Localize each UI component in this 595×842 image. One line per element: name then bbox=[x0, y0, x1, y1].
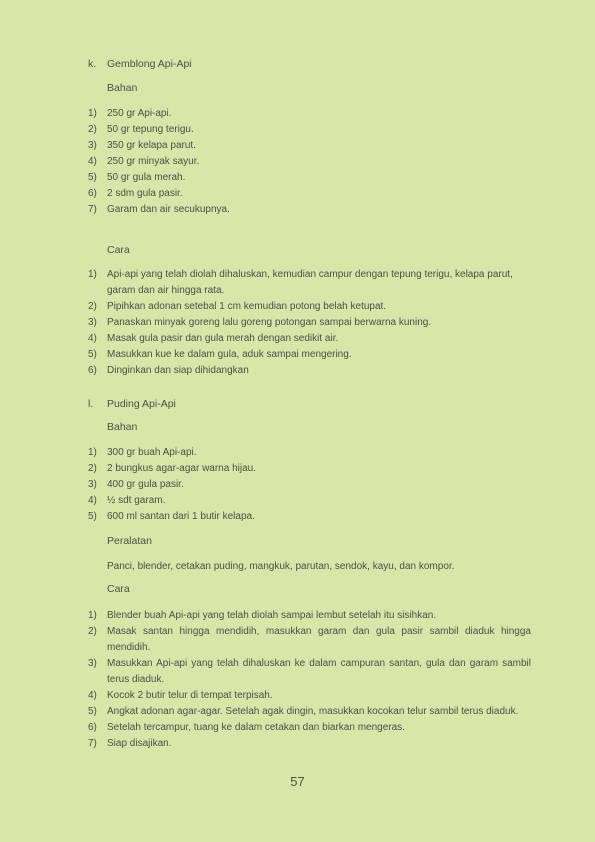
list-item-number: 5) bbox=[88, 511, 97, 522]
list-item bbox=[88, 720, 531, 736]
list-item-number: 5) bbox=[88, 706, 97, 717]
list-item-number: 3) bbox=[88, 479, 97, 490]
list-item bbox=[88, 299, 531, 315]
list-item bbox=[88, 106, 531, 122]
list-item-text: Setelah tercampur, tuang ke dalam cetakan dan biarkan mengeras. bbox=[107, 722, 405, 733]
list-item-text: 2 bungkus agar-agar warna hijau. bbox=[107, 463, 256, 474]
list-item bbox=[88, 688, 531, 704]
list-item-number: 2) bbox=[88, 626, 97, 637]
list-item bbox=[88, 331, 531, 347]
list-item-number: 6) bbox=[88, 365, 97, 376]
section-k-title: Gemblong Api-Api bbox=[107, 58, 192, 70]
list-item-text: Angkat adonan agar-agar. Setelah agak dingin, masukkan kocokan telur sambil terus diaduk. bbox=[107, 706, 519, 717]
list-item-text: Kocok 2 butir telur di tempat terpisah. bbox=[107, 690, 273, 701]
section-l-heading bbox=[88, 398, 176, 410]
list-item-text: Garam dan air secukupnya. bbox=[107, 204, 230, 215]
list-item-text: Siap disajikan. bbox=[107, 738, 172, 749]
list-item-number: 1) bbox=[88, 269, 97, 280]
list-item bbox=[88, 267, 531, 299]
section-l-bahan-list bbox=[88, 445, 531, 525]
list-item-text: Api-api yang telah diolah dihaluskan, kemudian campur dengan tepung terigu, kelapa parut, garam dan air hingga rata. bbox=[107, 269, 513, 296]
list-item-text: 400 gr gula pasir. bbox=[107, 479, 184, 490]
list-item-text: ½ sdt garam. bbox=[107, 495, 166, 506]
section-l-peralatan-text: Panci, blender, cetakan puding, mangkuk, parutan, sendok, kayu, dan kompor. bbox=[107, 561, 455, 572]
list-item-text: 300 gr buah Api-api. bbox=[107, 447, 197, 458]
section-k-bahan-heading: Bahan bbox=[107, 82, 138, 94]
list-item-text: 250 gr Api-api. bbox=[107, 108, 172, 119]
list-item-number: 6) bbox=[88, 722, 97, 733]
list-item bbox=[88, 154, 531, 170]
list-item-text: 250 gr minyak sayur. bbox=[107, 156, 200, 167]
section-l-cara-heading: Cara bbox=[107, 583, 130, 595]
section-k-heading bbox=[88, 58, 192, 70]
list-item-number: 3) bbox=[88, 658, 97, 669]
list-item-number: 2) bbox=[88, 463, 97, 474]
list-item-number: 4) bbox=[88, 333, 97, 344]
list-item-number: 1) bbox=[88, 447, 97, 458]
list-item-text: Pipihkan adonan setebal 1 cm kemudian potong belah ketupat. bbox=[107, 301, 387, 312]
list-item bbox=[88, 186, 531, 202]
list-item-number: 2) bbox=[88, 124, 97, 135]
list-item bbox=[88, 704, 531, 720]
list-item-text: Masukkan Api-api yang telah dihaluskan ke dalam campuran santan, gula dan garam sambil terus diaduk. bbox=[107, 658, 531, 685]
list-item-number: 7) bbox=[88, 204, 97, 215]
section-l-letter: l. bbox=[88, 398, 94, 410]
list-item-text: 50 gr tepung terigu. bbox=[107, 124, 194, 135]
section-l-cara-list bbox=[88, 608, 531, 752]
list-item-number: 5) bbox=[88, 349, 97, 360]
list-item bbox=[88, 608, 531, 624]
section-l-peralatan-heading: Peralatan bbox=[107, 535, 152, 547]
list-item-number: 5) bbox=[88, 172, 97, 183]
list-item-number: 7) bbox=[88, 738, 97, 749]
section-k-cara-heading: Cara bbox=[107, 244, 130, 256]
page-number: 57 bbox=[290, 774, 305, 789]
list-item-text: Masukkan kue ke dalam gula, aduk sampai mengering. bbox=[107, 349, 352, 360]
list-item-text: 2 sdm gula pasir. bbox=[107, 188, 183, 199]
list-item bbox=[88, 624, 531, 656]
list-item bbox=[88, 138, 531, 154]
list-item bbox=[88, 509, 531, 525]
section-k-letter: k. bbox=[88, 58, 97, 70]
list-item bbox=[88, 445, 531, 461]
list-item bbox=[88, 202, 531, 218]
list-item-number: 1) bbox=[88, 108, 97, 119]
list-item-number: 4) bbox=[88, 690, 97, 701]
list-item-number: 2) bbox=[88, 301, 97, 312]
list-item bbox=[88, 363, 531, 379]
list-item bbox=[88, 347, 531, 363]
list-item-text: Panaskan minyak goreng lalu goreng potongan sampai berwarna kuning. bbox=[107, 317, 432, 328]
list-item-number: 3) bbox=[88, 140, 97, 151]
list-item bbox=[88, 656, 531, 688]
list-item-number: 6) bbox=[88, 188, 97, 199]
list-item-text: 600 ml santan dari 1 butir kelapa. bbox=[107, 511, 255, 522]
list-item bbox=[88, 122, 531, 138]
list-item bbox=[88, 736, 531, 752]
list-item-text: Masak santan hingga mendidih, masukkan garam dan gula pasir sambil diaduk hingga mendidih. bbox=[107, 626, 531, 653]
section-l-title: Puding Api-Api bbox=[107, 398, 176, 410]
list-item bbox=[88, 315, 531, 331]
list-item-number: 4) bbox=[88, 156, 97, 167]
list-item-number: 1) bbox=[88, 610, 97, 621]
list-item-text: Masak gula pasir dan gula merah dengan sedikit air. bbox=[107, 333, 339, 344]
section-k-cara-list bbox=[88, 267, 531, 379]
list-item bbox=[88, 477, 531, 493]
list-item-number: 3) bbox=[88, 317, 97, 328]
list-item bbox=[88, 493, 531, 509]
list-item-text: 350 gr kelapa parut. bbox=[107, 140, 196, 151]
list-item-text: Dinginkan dan siap dihidangkan bbox=[107, 365, 249, 376]
list-item-text: Blender buah Api-api yang telah diolah sampai lembut setelah itu sisihkan. bbox=[107, 610, 437, 621]
section-l-bahan-heading: Bahan bbox=[107, 421, 138, 433]
list-item-text: 50 gr gula merah. bbox=[107, 172, 186, 183]
section-k-bahan-list bbox=[88, 106, 531, 218]
list-item bbox=[88, 170, 531, 186]
list-item bbox=[88, 461, 531, 477]
list-item-number: 4) bbox=[88, 495, 97, 506]
